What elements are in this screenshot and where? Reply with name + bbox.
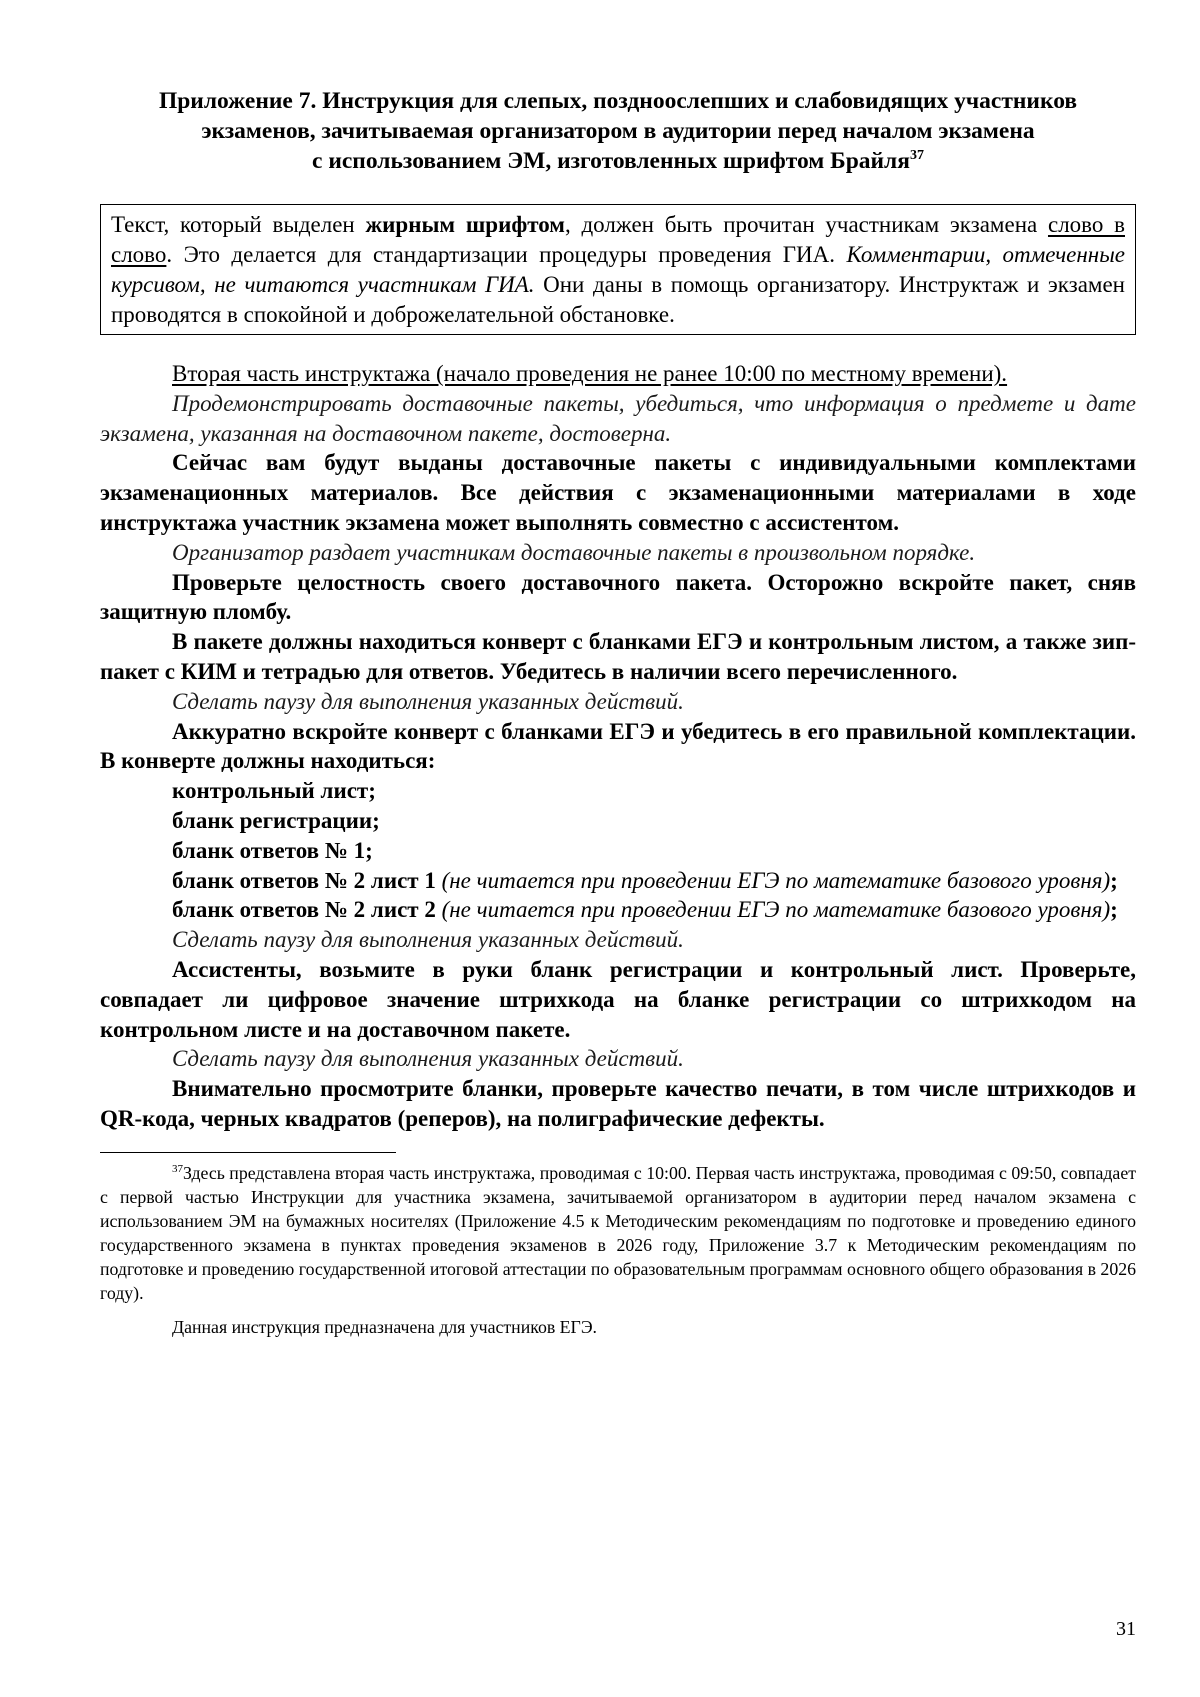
- answers-2-sheet-1-label: бланк ответов № 2 лист 1: [172, 867, 436, 893]
- part-heading: Вторая часть инструктажа (начало проведения не ранее 10:00 по местному времени).: [172, 361, 1008, 386]
- instruction-packet-contents: В пакете должны находиться конверт с бланками ЕГЭ и контрольным листом, а также зип-пакет с КИМ и тетрадью для ответов. Убедитесь в наличии всего перечисленного.: [100, 629, 1136, 684]
- document-page: [100, 86, 1136, 1339]
- footnote-ref-number: 37: [172, 1162, 183, 1175]
- appendix-title: [100, 86, 1136, 176]
- instruction-check-integrity: Проверьте целостность своего доставочного пакета. Осторожно вскройте пакет, сняв защитную пломбу.: [100, 569, 1136, 625]
- instruction-assistants-barcode: Ассистенты, возьмите в руки бланк регистрации и контрольный лист. Проверьте, совпадает ли цифровое значение штрихкода на бланке регистрации со штрихкодом на контрольном листе и на доставочном пакете.: [100, 956, 1136, 1042]
- instruction-body: [100, 359, 1136, 1134]
- notice-text-1: Текст, который выделен: [111, 212, 366, 237]
- notice-text-7: Они даны в помощь организатору. Инструктаж и экзамен проводятся в спокойной и доброжелательной обстановке.: [111, 272, 1125, 327]
- answers-2-sheet-2-end: ;: [1110, 897, 1118, 923]
- list-item-answers-2-sheet-2: [100, 895, 1136, 925]
- instruction-open-envelope: Аккуратно вскройте конверт с бланками ЕГЭ и убедитесь в его правильной комплектации. В конверте должны находиться:: [100, 718, 1136, 774]
- answers-2-sheet-1-end: ;: [1110, 867, 1118, 893]
- title-line-3-text: с использованием ЭМ, изготовленных шрифтом Брайля: [312, 148, 910, 174]
- footnote-separator: [100, 1152, 396, 1153]
- footnote-text: Здесь представлена вторая часть инструктажа, проводимая с 10:00. Первая часть инструктажа, проводимая с 09:50, совпадает с первой частью Инструкции для участника экзамена, зачитываемой организатором в аудитории перед началом экзамена с использованием ЭМ на бумажных носителях (Приложение 4.5 к Методическим рекомендациям по подготовке и проведению единого государственного экзамена в пунктах проведения экзаменов в 2026 году, Приложение 3.7 к Методическим рекомендациям по подготовке и проведению государственной итоговой аттестации по образовательным программам основного общего образования в 2026 году).: [100, 1162, 1136, 1303]
- title-line-3: [100, 146, 1136, 176]
- title-line-2: экзаменов, зачитываемая организатором в аудитории перед началом экзамена: [201, 118, 1035, 144]
- list-item-answers-1: бланк ответов № 1;: [172, 837, 373, 863]
- answers-2-sheet-1-note: (не читается при проведении ЕГЭ по математике базового уровня): [441, 867, 1111, 893]
- footnote-note: Данная инструкция предназначена для участников ЕГЭ.: [172, 1316, 598, 1337]
- notice-italic-phrase: Комментарии, отмеченные курсивом, не читаются участникам ГИА.: [111, 242, 1125, 297]
- list-item-registration-form: бланк регистрации;: [172, 807, 380, 833]
- title-footnote-ref: 37: [909, 148, 924, 163]
- answers-2-sheet-2-label: бланк ответов № 2 лист 2: [172, 897, 436, 923]
- comment-pause-3: Сделать паузу для выполнения указанных действий.: [172, 1046, 684, 1072]
- title-line-1: Приложение 7. Инструкция для слепых, поздноослепших и слабовидящих участников: [158, 88, 1078, 114]
- notice-underlined-phrase: слово в слово: [111, 212, 1125, 267]
- instruction-inspect-forms: Внимательно просмотрите бланки, проверьте качество печати, в том числе штрихкодов и QR-кода, черных квадратов (реперов), на полиграфические дефекты.: [100, 1076, 1136, 1131]
- comment-pause-2: Сделать паузу для выполнения указанных действий.: [172, 927, 684, 953]
- page-number: 31: [1116, 1618, 1136, 1640]
- notice-text-5: . Это делается для стандартизации процедуры проведения ГИА.: [166, 242, 847, 267]
- comment-demonstrate-packets: Продемонстрировать доставочные пакеты, убедиться, что информация о предмете и дате экзамена, указанная на доставочном пакете, достоверна.: [100, 390, 1136, 446]
- instruction-packets-issued: Сейчас вам будут выданы доставочные пакеты с индивидуальными комплектами экзаменационных материалов. Все действия с экзаменационными материалами в ходе инструктажа участник экзамена может выполнять совместно с ассистентом.: [100, 450, 1136, 535]
- notice-bold-phrase: жирным шрифтом: [365, 212, 565, 237]
- notice-text-3: , должен быть прочитан участникам экзамена: [564, 212, 1048, 237]
- reading-rules-box: [100, 204, 1136, 335]
- list-item-control-sheet: контрольный лист;: [172, 778, 376, 804]
- comment-pause-1: Сделать паузу для выполнения указанных действий.: [172, 688, 684, 714]
- footnote-37: [100, 1161, 1136, 1305]
- comment-distribute-packets: Организатор раздает участникам доставочные пакеты в произвольном порядке.: [172, 539, 976, 565]
- list-item-answers-2-sheet-1: [100, 866, 1136, 896]
- answers-2-sheet-2-note: (не читается при проведении ЕГЭ по математике базового уровня): [441, 897, 1111, 923]
